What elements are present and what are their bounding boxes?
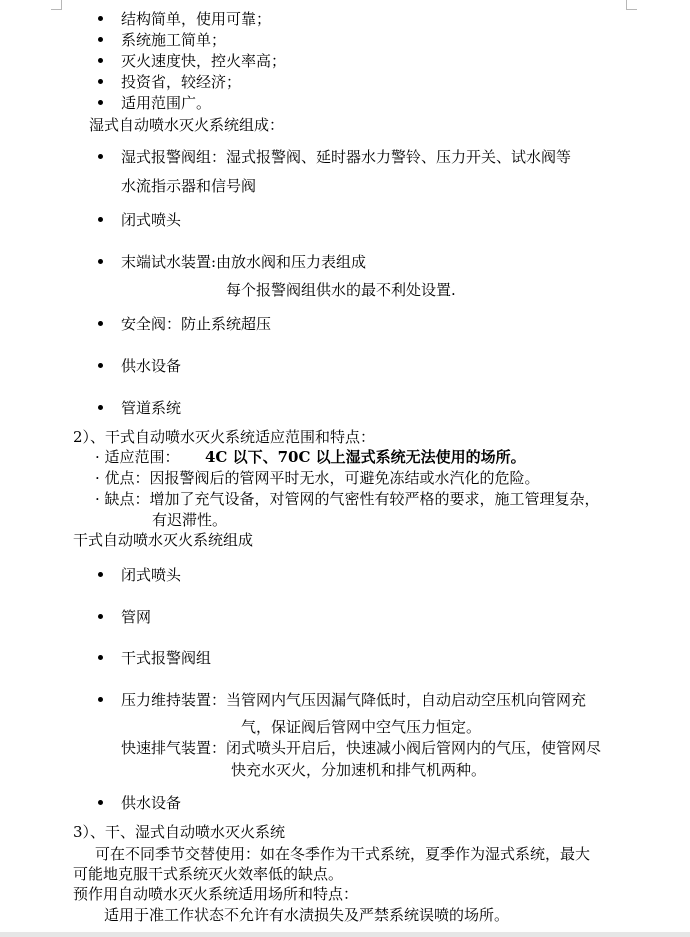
list-item: 闭式喷头 (121, 566, 182, 584)
list-item: 投资省，较经济； (121, 73, 242, 91)
crop-mark-top-left (51, 0, 62, 10)
list-item: 末端试水装置:由放水阀和压力表组成 (121, 253, 367, 271)
combined-body: 可在不同季节交替使用：如在冬季作为干式系统，夏季作为湿式系统，最大 (95, 845, 591, 863)
list-item: 结构简单，使用可靠； (121, 10, 272, 28)
bullet-icon (98, 655, 103, 660)
disadvantage-text: · 缺点：增加了充气设备，对管网的气密性有较严格的要求，施工管理复杂， (95, 490, 600, 508)
scope-label: · 适应范围： (95, 448, 180, 466)
list-item: 闭式喷头 (121, 211, 182, 229)
crop-mark-top-right (626, 0, 637, 10)
preaction-heading: 预作用自动喷水灭火系统适用场所和特点： (73, 885, 359, 903)
list-item-continuation: 气，保证阀后管网中空气压力恒定。 (241, 718, 482, 736)
list-item: 供水设备 (121, 794, 182, 812)
bullet-icon (98, 321, 103, 326)
bullet-icon (98, 16, 103, 21)
disadvantage-continuation: 有迟滞性。 (152, 511, 228, 529)
list-item: 安全阀：防止系统超压 (121, 315, 272, 333)
scope-value: 4C 以下、70C 以上湿式系统无法使用的场所。 (205, 448, 526, 466)
list-item-continuation: 快充水灭火，分加速机和排气机两种。 (231, 761, 487, 779)
list-item: 湿式报警阀组：湿式报警阀、延时器水力警铃、压力开关、试水阀等 (121, 148, 572, 166)
list-item: 系统施工简单； (121, 31, 227, 49)
bullet-icon (98, 800, 103, 805)
bullet-icon (98, 58, 103, 63)
list-item: 干式报警阀组 (121, 649, 212, 667)
list-item: 灭火速度快，控火率高； (121, 52, 287, 70)
page-bottom-edge (0, 932, 690, 937)
list-item: 供水设备 (121, 357, 182, 375)
bullet-icon (98, 154, 103, 159)
list-item-continuation: 水流指示器和信号阀 (121, 177, 257, 195)
list-item: 管道系统 (121, 399, 182, 417)
bullet-icon (98, 217, 103, 222)
bullet-icon (98, 37, 103, 42)
list-item: 适用范围广。 (121, 94, 212, 112)
wet-system-heading: 湿式自动喷水灭火系统组成： (89, 116, 285, 134)
bullet-icon (98, 697, 103, 702)
bullet-icon (98, 259, 103, 264)
list-item: 管网 (121, 608, 152, 626)
dry-components-heading: 干式自动喷水灭火系统组成 (73, 531, 254, 549)
advantage-text: · 优点：因报警阀后的管网平时无水，可避免冻结或水汽化的危险。 (95, 469, 540, 487)
combined-section-heading: 3）、干、湿式自动喷水灭火系统 (73, 823, 286, 841)
bullet-icon (98, 405, 103, 410)
bullet-icon (98, 79, 103, 84)
bullet-icon (98, 572, 103, 577)
dry-section-heading: 2）、干式自动喷水灭火系统适应范围和特点： (73, 428, 376, 446)
bullet-icon (98, 614, 103, 619)
bullet-icon (98, 100, 103, 105)
list-item: 压力维持装置：当管网内气压因漏气降低时，自动启动空压机向管网充 (121, 691, 587, 709)
list-item-continuation: 每个报警阀组供水的最不利处设置. (226, 281, 456, 299)
list-item: 快速排气装置：闭式喷头开启后，快速减小阀后管网内的气压，使管网尽 (121, 739, 602, 757)
preaction-body: 适用于准工作状态不允许有水渍损失及严禁系统误喷的场所。 (104, 906, 510, 924)
combined-body-continuation: 可能地克服干式系统灭火效率低的缺点。 (73, 865, 344, 883)
bullet-icon (98, 363, 103, 368)
